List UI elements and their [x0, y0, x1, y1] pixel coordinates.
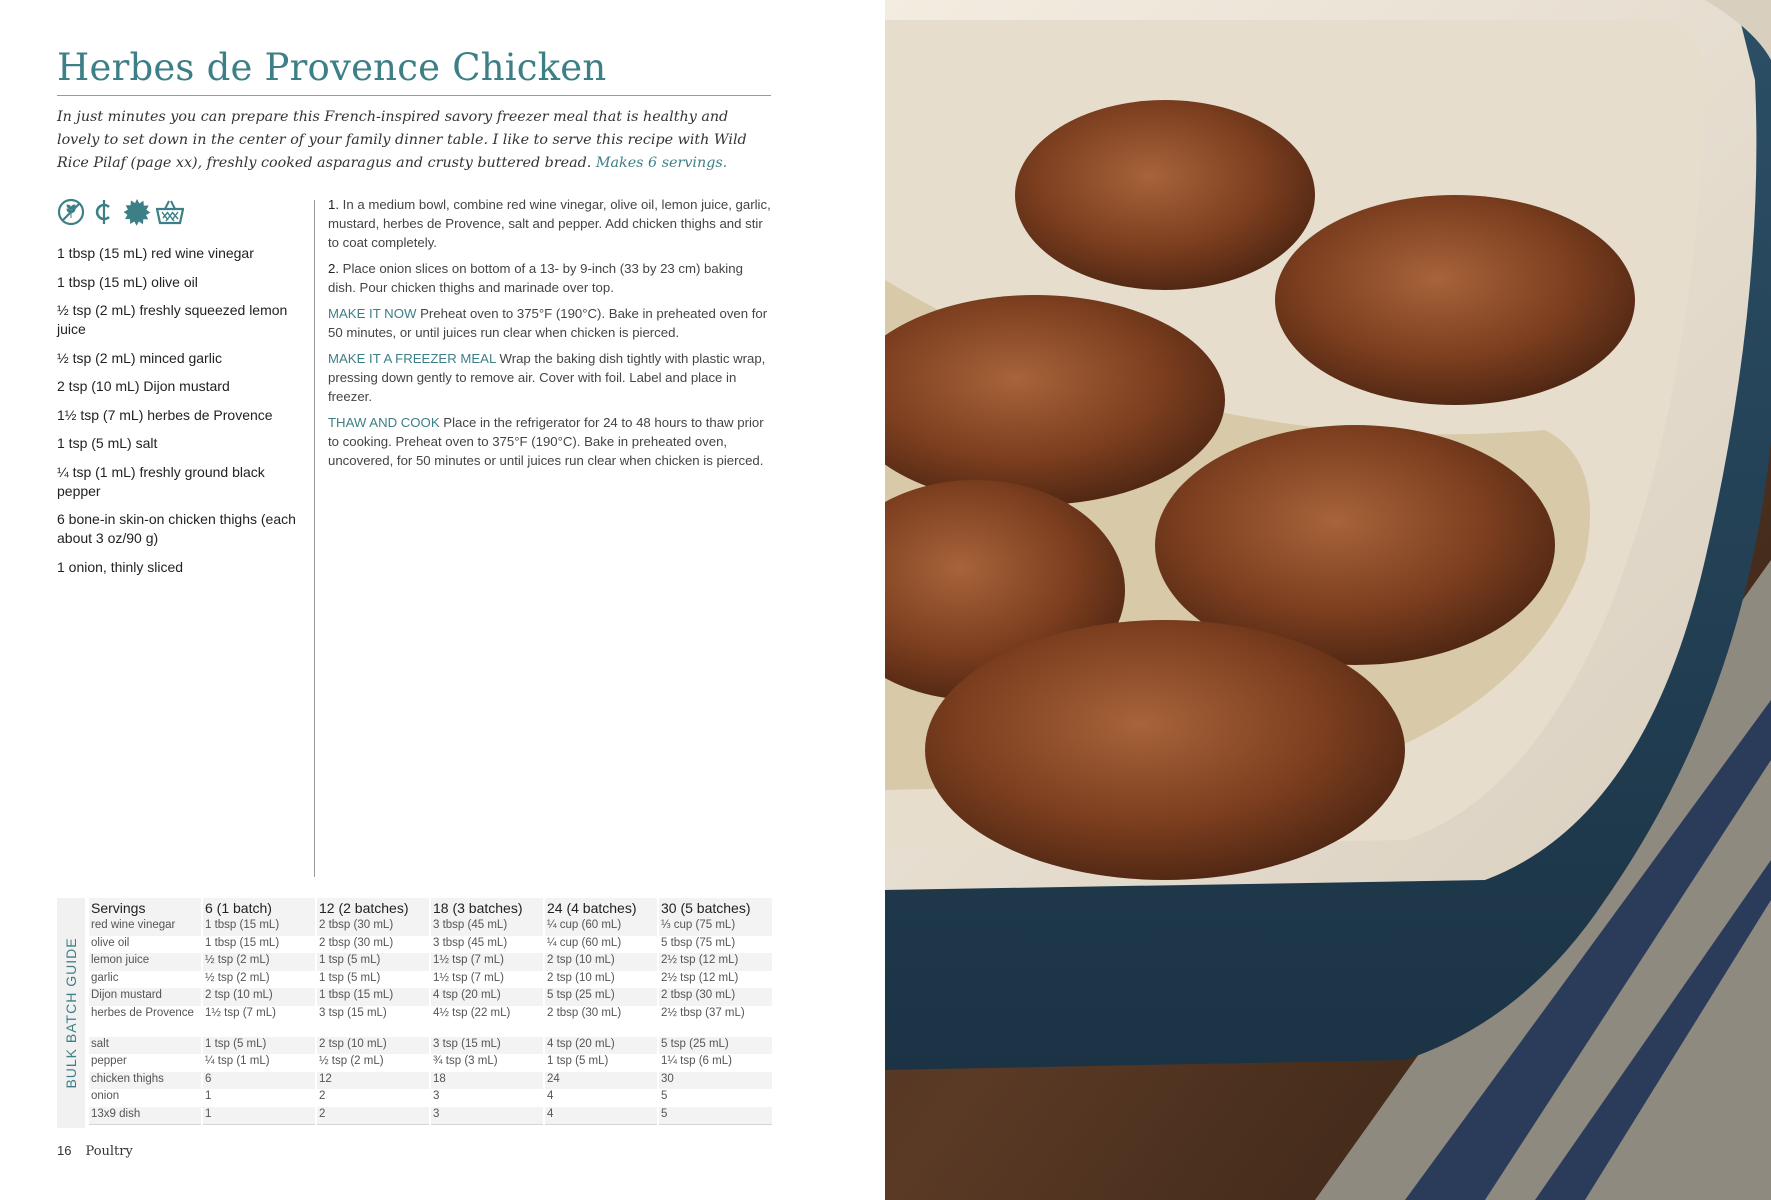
chicken-photo [885, 0, 1771, 1200]
table-cell: 30 [658, 1072, 772, 1090]
ingredient-item: 1 onion, thinly sliced [57, 558, 184, 575]
table-cell: 2 tsp (10 mL) [202, 988, 316, 1006]
table-cell: 1 tbsp (15 mL) [202, 918, 316, 936]
table-cell: 2 tsp (10 mL) [316, 1037, 430, 1055]
table-cell: 6 [202, 1072, 316, 1090]
step-text: In a medium bowl, combine red wine vinegar, olive oil, lemon juice, garlic, mustard, herbes de Provence, salt and pepper. Add chicken thighs and stir to coat completely. [328, 197, 771, 250]
table-cell: 2½ tbsp (37 mL) [658, 1006, 772, 1037]
table-cell: 2 tbsp (30 mL) [544, 1006, 658, 1037]
table-cell: 4 tsp (20 mL) [430, 988, 544, 1006]
table-cell: ½ tsp (2 mL) [202, 953, 316, 971]
table-cell: ¼ cup (60 mL) [544, 918, 658, 936]
table-header-row [88, 898, 772, 918]
table-row [88, 1054, 772, 1072]
table-cell: 2 tsp (10 mL) [544, 953, 658, 971]
table-cell: 1 tsp (5 mL) [316, 971, 430, 989]
table-row [88, 1072, 772, 1090]
table-row [88, 1006, 772, 1037]
bulk-batch-guide [57, 898, 771, 1128]
table-body [88, 918, 772, 1125]
table-row [88, 988, 772, 1006]
servings-note: Makes 6 servings. [595, 155, 728, 171]
recipe-page [0, 0, 885, 1200]
table-cell: garlic [88, 971, 202, 989]
gluten-free-icon [57, 198, 85, 226]
table-cell: 2 [316, 1089, 430, 1107]
ingredient-item: ½ tsp (2 mL) freshly squeezed lemon juice [57, 302, 288, 337]
table-cell: 1½ tsp (7 mL) [430, 953, 544, 971]
table-cell: 2½ tsp (12 mL) [658, 953, 772, 971]
table-cell: 18 [430, 1072, 544, 1090]
step-label: MAKE IT NOW [328, 306, 417, 321]
table-cell: 5 [658, 1107, 772, 1125]
table-cell: 1½ tsp (7 mL) [202, 1006, 316, 1037]
table-cell: lemon juice [88, 953, 202, 971]
table-cell: ¼ tsp (1 mL) [202, 1054, 316, 1072]
table-cell: 3 [430, 1107, 544, 1125]
section-name: Poultry [85, 1144, 133, 1159]
table-cell: ¾ tsp (3 mL) [430, 1054, 544, 1072]
table-cell: 2 tbsp (30 mL) [316, 918, 430, 936]
table-cell: 1 tbsp (15 mL) [202, 936, 316, 954]
table-cell: 1 tsp (5 mL) [202, 1037, 316, 1055]
table-cell: 3 tsp (15 mL) [316, 1006, 430, 1037]
table-row [88, 918, 772, 936]
table-row [88, 1037, 772, 1055]
recipe-intro [57, 106, 769, 175]
budget-cent-icon [90, 198, 118, 226]
table-cell: ¼ cup (60 mL) [544, 936, 658, 954]
bulk-guide-table [87, 898, 772, 1125]
step-text: Wrap the baking dish tightly with plastic wrap, pressing down gently to remove air. Cover with foil. Label and place in freezer. [328, 351, 766, 404]
ingredient-item: 6 bone-in skin-on chicken thighs (each about 3 oz/90 g) [57, 511, 296, 546]
table-cell: 3 [430, 1089, 544, 1107]
step [328, 413, 773, 470]
table-header-cell: 24 (4 batches) [544, 898, 658, 918]
table-row [88, 936, 772, 954]
table-row [88, 1107, 772, 1125]
basket-icon [156, 198, 184, 226]
table-cell: 24 [544, 1072, 658, 1090]
table-header-cell: 6 (1 batch) [202, 898, 316, 918]
table-cell: 2 [316, 1107, 430, 1125]
ingredient-item: 1 tbsp (15 mL) red wine vinegar [57, 245, 254, 261]
title-divider [57, 95, 771, 96]
ingredient-item: 2 tsp (10 mL) Dijon mustard [57, 378, 230, 394]
table-cell: 1½ tsp (7 mL) [430, 971, 544, 989]
ingredient-item: ¼ tsp (1 mL) freshly ground black pepper [57, 463, 265, 499]
ingredient-item: 1 tsp (5 mL) salt [57, 435, 158, 451]
table-cell: 5 tsp (25 mL) [544, 988, 658, 1006]
recipe-title: Herbes de Provence Chicken [57, 46, 607, 89]
table-cell: red wine vinegar [88, 918, 202, 936]
table-cell: 2½ tsp (12 mL) [658, 971, 772, 989]
table-row [88, 971, 772, 989]
step [328, 259, 773, 297]
table-cell: 5 [658, 1089, 772, 1107]
table-cell: 1 tbsp (15 mL) [316, 988, 430, 1006]
table-cell: 4½ tsp (22 mL) [430, 1006, 544, 1037]
table-cell: 4 [544, 1089, 658, 1107]
table-cell: 2 tbsp (30 mL) [658, 988, 772, 1006]
table-cell: 1 tsp (5 mL) [316, 953, 430, 971]
table-cell: 12 [316, 1072, 430, 1090]
table-cell: olive oil [88, 936, 202, 954]
intro-text: In just minutes you can prepare this French-inspired savory freezer meal that is healthy and lovely to set down in the center of your family dinner table. I like to serve this recipe with Wild Rice Pilaf (page xx), freshly cooked asparagus and crusty buttered bread. [57, 109, 747, 171]
step-label: THAW AND COOK [328, 415, 440, 430]
table-cell: Dijon mustard [88, 988, 202, 1006]
ingredient-item: 1½ tsp (7 mL) herbes de Provence [57, 406, 273, 423]
table-cell: ½ tsp (2 mL) [316, 1054, 430, 1072]
ingredient-item: ½ tsp (2 mL) minced garlic [57, 349, 222, 366]
recipe-icons [57, 198, 184, 226]
column-divider [314, 200, 315, 877]
ingredient-list [57, 244, 307, 586]
step-text: Place onion slices on bottom of a 13- by 9-inch (33 by 23 cm) baking dish. Pour chicken thighs and marinade over top. [328, 261, 743, 295]
table-cell: ⅓ cup (75 mL) [658, 918, 772, 936]
sunburst-icon [123, 198, 151, 226]
table-cell: 13x9 dish [88, 1107, 202, 1125]
table-row [88, 1089, 772, 1107]
step [328, 195, 773, 252]
table-cell: 2 tsp (10 mL) [544, 971, 658, 989]
table-header-cell: 30 (5 batches) [658, 898, 772, 918]
bulk-guide-label: BULK BATCH GUIDE [63, 937, 79, 1089]
table-cell: chicken thighs [88, 1072, 202, 1090]
bulk-guide-sidebar [57, 898, 85, 1128]
table-header-cell: 12 (2 batches) [316, 898, 430, 918]
table-cell: herbes de Provence [88, 1006, 202, 1037]
table-cell: 1 [202, 1089, 316, 1107]
step-text: Preheat oven to 375°F (190°C). Bake in preheated oven for 50 minutes, or until juices run clear when chicken is pierced. [328, 306, 768, 340]
table-cell: 1 tsp (5 mL) [544, 1054, 658, 1072]
table-cell: 4 tsp (20 mL) [544, 1037, 658, 1055]
table-row [88, 953, 772, 971]
step-label: 1. [328, 197, 339, 212]
table-cell: salt [88, 1037, 202, 1055]
table-cell: 3 tbsp (45 mL) [430, 918, 544, 936]
table-cell: 3 tsp (15 mL) [430, 1037, 544, 1055]
ingredient-item: 1 tbsp (15 mL) olive oil [57, 273, 198, 290]
method-steps [328, 195, 773, 477]
step [328, 304, 773, 342]
table-cell: 5 tbsp (75 mL) [658, 936, 772, 954]
table-cell: 2 tbsp (30 mL) [316, 936, 430, 954]
step-label: 2. [328, 261, 339, 276]
table-header-cell: 18 (3 batches) [430, 898, 544, 918]
table-cell: ½ tsp (2 mL) [202, 971, 316, 989]
step [328, 349, 773, 406]
page-number: 16 [57, 1143, 72, 1158]
table-cell: 3 tbsp (45 mL) [430, 936, 544, 954]
table-cell: 4 [544, 1107, 658, 1125]
table-cell: onion [88, 1089, 202, 1107]
table-cell: pepper [88, 1054, 202, 1072]
step-text: Place in the refrigerator for 24 to 48 hours to thaw prior to cooking. Preheat oven to 375°F (190°C). Bake in preheated oven, uncovered, for 50 minutes or until juices run clear when chicken is pierced. [328, 415, 764, 468]
table-cell: 1¼ tsp (6 mL) [658, 1054, 772, 1072]
page-footer [57, 1143, 133, 1159]
step-label: MAKE IT A FREEZER MEAL [328, 351, 496, 366]
table-cell: 1 [202, 1107, 316, 1125]
table-cell: 5 tsp (25 mL) [658, 1037, 772, 1055]
table-header-cell: Servings [88, 898, 202, 918]
